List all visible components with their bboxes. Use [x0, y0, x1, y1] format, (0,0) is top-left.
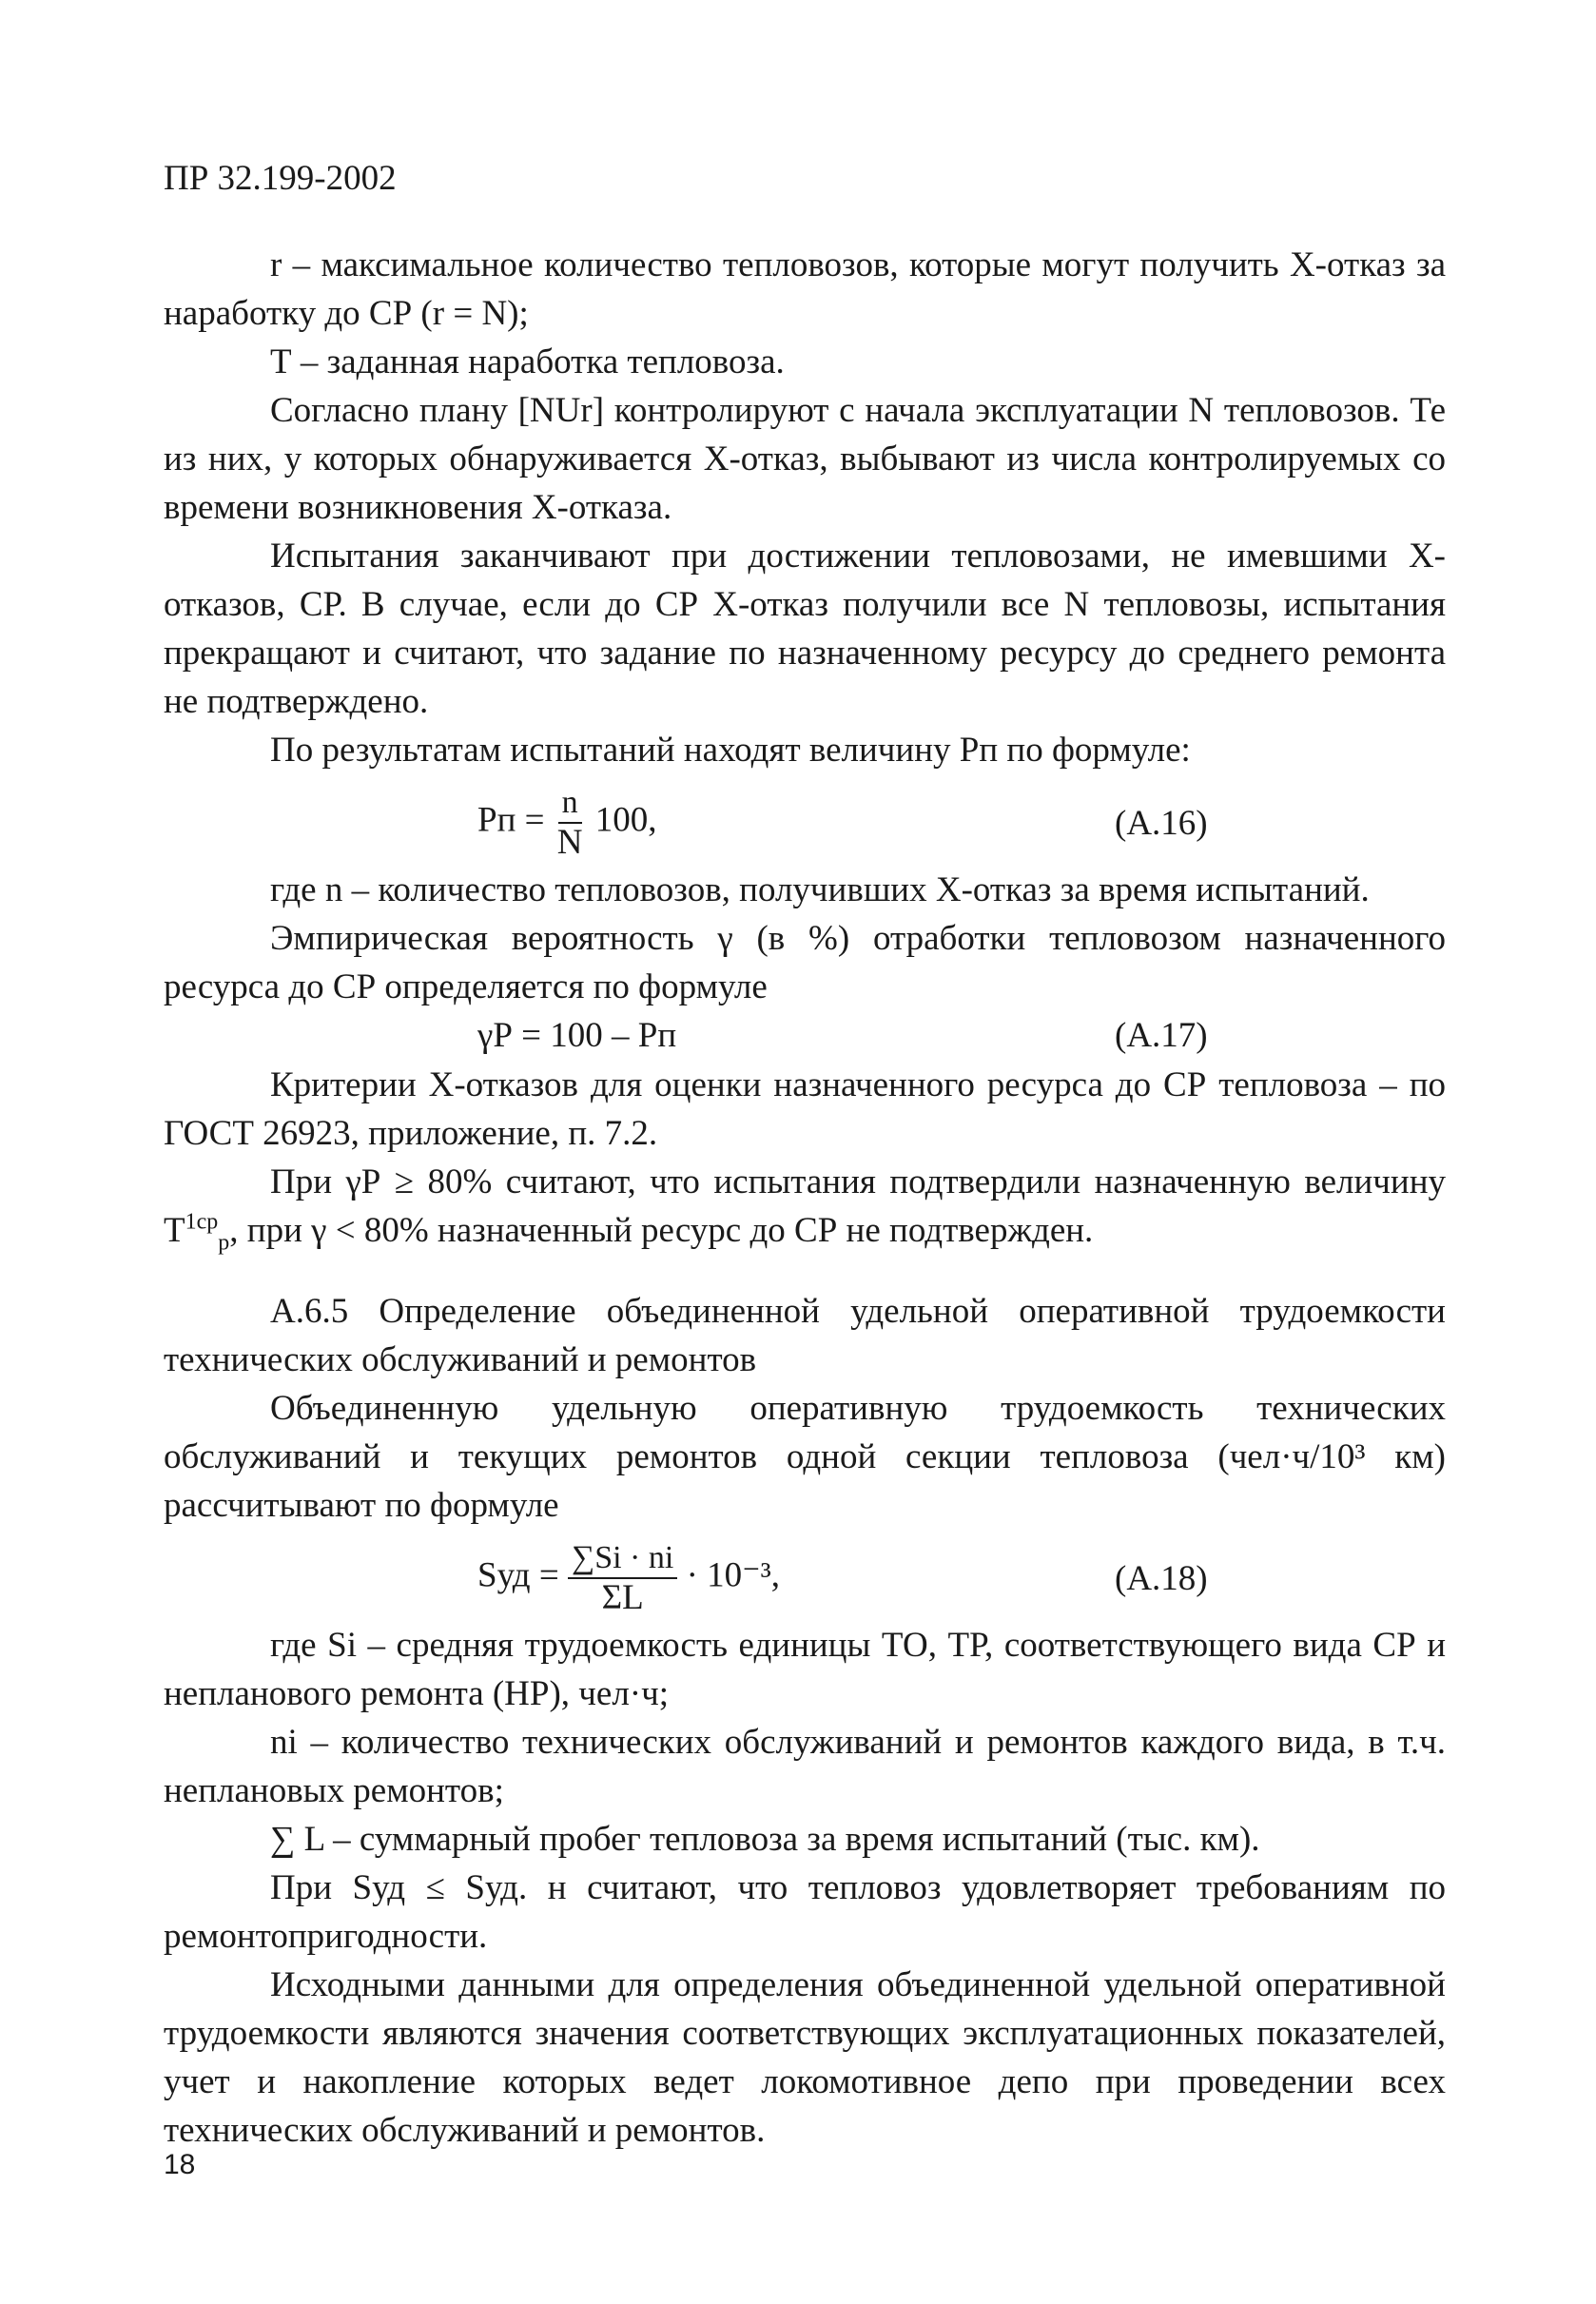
formula-a17: [164, 1011, 1446, 1061]
formula-a18-expression: [477, 1539, 780, 1617]
formula-a16-fraction: [554, 784, 587, 862]
paragraph-gamma-check-part2: , при γ < 80% назначенный ресурс до СР не подтвержден.: [229, 1211, 1094, 1250]
t-superscript: 1ср: [185, 1209, 219, 1235]
paragraph-labor-intro: Объединенную удельную оперативную трудоемкость технических обслуживаний и текущих ремонтов одной секции тепловоза (чел·ч/10³ км) рассчитывают по формуле: [164, 1389, 1446, 1525]
paragraph-sud-check: При Sуд ≤ Sуд. н считают, что тепловоз удовлетворяет требованиям по ремонтопригодности.: [164, 1868, 1446, 1956]
section-heading-a65: А.6.5 Определение объединенной удельной оперативной трудоемкости технических обслуживаний и ремонтов: [164, 1292, 1446, 1379]
paragraph-n-definition: где n – количество тепловозов, получивших Х-отказ за время испытаний.: [270, 870, 1370, 909]
formula-a16-denominator: N: [556, 823, 583, 862]
paragraph-source-data: Исходными данными для определения объединенной удельной оперативной трудоемкости являются значения соответствующих эксплуатационных показателей, учет и накопление которых ведет локомотивное депо при проведении всех технических обслуживаний и ремонтов.: [164, 1965, 1446, 2150]
paragraph-gamma-intro: Эмпирическая вероятность γ (в %) отработки тепловозом назначенного ресурса до СР определяется по формуле: [164, 919, 1446, 1006]
paragraph-plan: Согласно плану [NUr] контролируют с начала эксплуатации N тепловозов. Те из них, у которых обнаруживается Х-отказ, выбывают из числа контролируемых со времени возникновения Х-отказа.: [164, 391, 1446, 527]
page-number: 18: [164, 2149, 196, 2180]
formula-a16-label: (А.16): [1115, 804, 1208, 843]
paragraph-r-definition: r – максимальное количество тепловозов, которые могут получить Х-отказ за наработку до СР (r = N);: [164, 245, 1446, 333]
formula-a18-lhs: Sуд =: [477, 1555, 559, 1595]
formula-a16-rhs: 100,: [594, 800, 657, 840]
document-code: ПР 32.199-2002: [164, 159, 397, 198]
paragraph-sum-l-definition: ∑ L – суммарный пробег тепловоза за время испытаний (тыс. км).: [270, 1820, 1260, 1859]
paragraph-criteria: Критерии Х-отказов для оценки назначенного ресурса до СР тепловоза – по ГОСТ 26923, приложение, п. 7.2.: [164, 1065, 1446, 1153]
paragraph-tests-end: Испытания заканчивают при достижении тепловозами, не имевшими Х-отказов, СР. В случае, если до СР Х-отказ получили все N тепловозы, испытания прекращают и считают, что задание по назначенному ресурсу до среднего ремонта не подтверждено.: [164, 537, 1446, 721]
formula-a16-expression: [477, 784, 656, 862]
t-subscript: р: [218, 1230, 230, 1256]
formula-a18-numerator: ∑Si · ni: [568, 1539, 677, 1579]
document-body: [164, 241, 1446, 2155]
formula-a18: [164, 1530, 1446, 1621]
paragraph-ni-definition: ni – количество технических обслуживаний и ремонтов каждого вида, в т.ч. неплановых ремонтов;: [164, 1723, 1446, 1810]
paragraph-t-definition: Т – заданная наработка тепловоза.: [270, 342, 785, 381]
paragraph-pn-intro: По результатам испытаний находят величину Pп по формуле:: [270, 731, 1191, 770]
formula-a18-denominator: ΣL: [601, 1578, 644, 1617]
formula-a17-expression: γР = 100 – Pп: [477, 1016, 677, 1055]
paragraph-si-definition: где Si – средняя трудоемкость единицы ТО, ТР, соответствующего вида СР и непланового ремонта (НР), чел·ч;: [164, 1626, 1446, 1713]
formula-a17-label: (А.17): [1115, 1016, 1208, 1055]
formula-a16-lhs: Pп =: [477, 800, 545, 840]
formula-a16-numerator: n: [558, 784, 582, 824]
formula-a18-fraction: [568, 1539, 677, 1617]
formula-a18-label: (А.18): [1115, 1559, 1208, 1598]
formula-a16: [164, 774, 1446, 866]
paragraph-gamma-check: [164, 1158, 1446, 1255]
paragraph-gamma-check-part1: При γР ≥ 80% считают, что испытания подтвердили назначенную величину Т: [164, 1162, 1446, 1250]
formula-a18-rhs: · 10⁻³,: [686, 1555, 781, 1595]
